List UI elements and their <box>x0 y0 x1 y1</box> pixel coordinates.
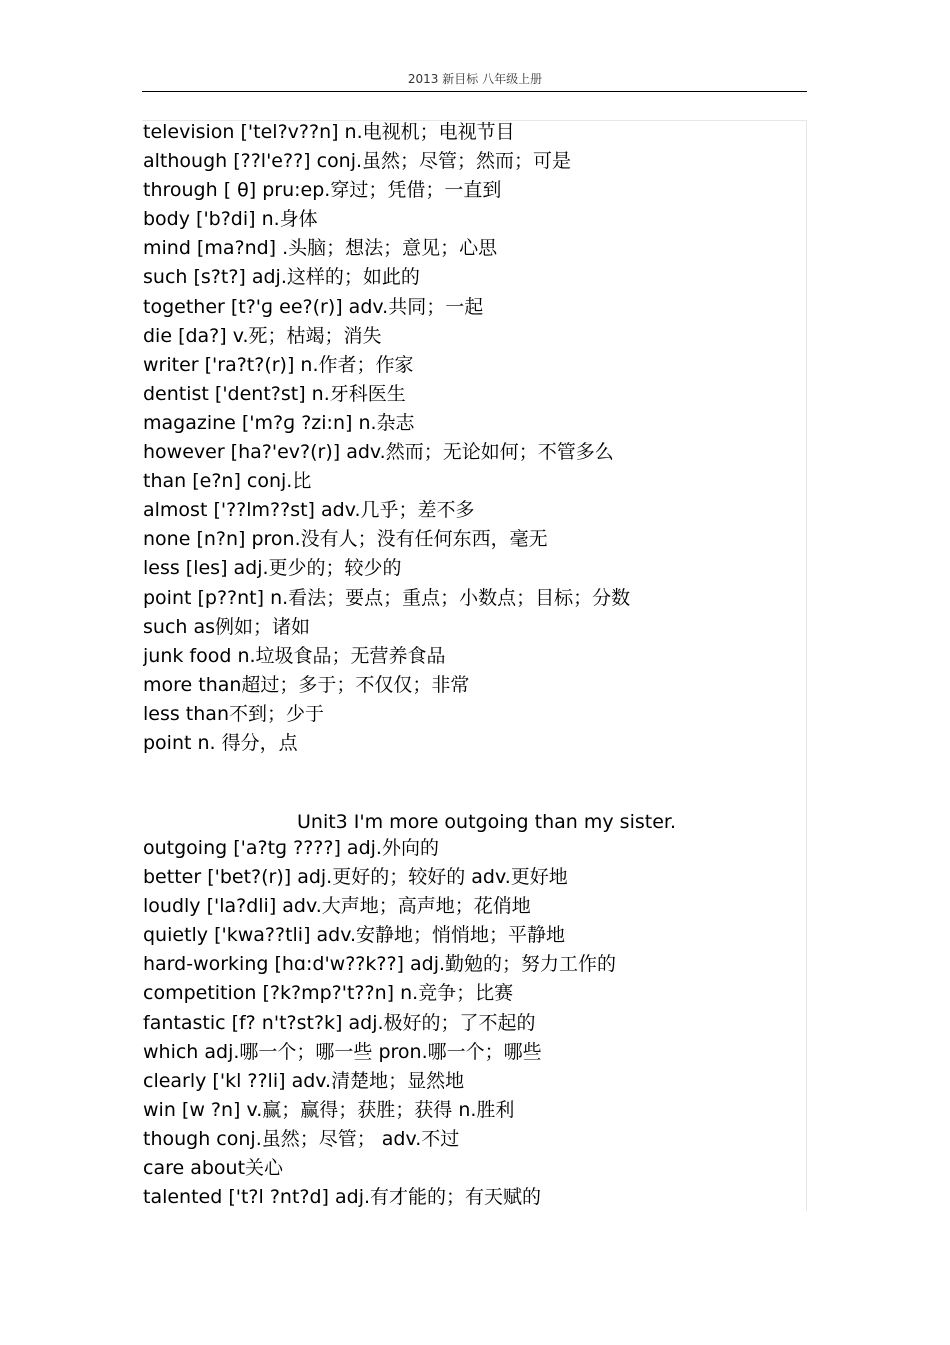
vocab-entry: die [da?] v.死；枯竭；消失 <box>143 324 382 347</box>
vocab-entry: though conj.虽然；尽管； adv.不过 <box>143 1127 460 1150</box>
vocab-entry: hard-working [hɑ:d'w??k??] adj.勤勉的；努力工作的 <box>143 953 617 976</box>
vocab-entry: quietly ['kwa??tli] adv.安静地；悄悄地；平静地 <box>143 924 566 947</box>
vocab-entry: together [t?'ɡ ee?(r)] adv.共同；一起 <box>143 295 484 318</box>
vocab-entry: point n. 得分，点 <box>143 731 298 754</box>
vocab-entry: clearly ['kl ??li] adv.清楚地；显然地 <box>143 1069 465 1092</box>
vocab-entry: television ['tel?v??n] n.电视机；电视节目 <box>143 121 515 143</box>
vocab-entry: such as例如；诸如 <box>143 615 311 638</box>
vocab-entry: point [p??nt] n.看法；要点；重点；小数点；目标；分数 <box>143 586 631 609</box>
vocab-entry: win [w ?n] v.赢；赢得；获胜；获得 n.胜利 <box>143 1098 515 1121</box>
vocab-entry: more than超过；多于；不仅仅；非常 <box>143 673 470 696</box>
vocab-entry: mind [ma?nd] .头脑；想法；意见；心思 <box>143 237 498 260</box>
vocab-entry: which adj.哪一个；哪一些 pron.哪一个；哪些 <box>143 1040 542 1063</box>
vocab-entry: magazine ['m?ɡ ?zi:n] n.杂志 <box>143 411 415 434</box>
page-header-title: 2013 新目标 八年级上册 <box>407 72 543 86</box>
vocab-entry: dentist ['dent?st] n.牙科医生 <box>143 382 406 405</box>
vocab-entry: than [e?n] conj.比 <box>143 470 312 493</box>
vocab-entry: less [les] adj.更少的；较少的 <box>143 557 402 580</box>
unit3-vocabulary-list <box>143 834 803 1212</box>
header-divider <box>142 91 807 92</box>
vocab-entry: body ['b?di] n.身体 <box>143 208 318 231</box>
vocab-entry: almost ['??lm??st] adv.几乎；差不多 <box>143 499 475 522</box>
vocab-entry: fantastic [f? n't?st?k] adj.极好的；了不起的 <box>143 1011 536 1034</box>
vocab-entry: although [??l'e??] conj.虽然；尽管；然而；可是 <box>143 150 572 173</box>
vocab-entry: loudly ['la?dli] adv.大声地；高声地；花俏地 <box>143 895 531 918</box>
vocab-entry: however [ha?'ev?(r)] adv.然而；无论如何；不管多么 <box>143 441 614 464</box>
vocab-entry: none [n?n] pron.没有人；没有任何东西，毫无 <box>143 528 548 551</box>
vocab-entry: such [s?t?] adj.这样的；如此的 <box>143 266 420 289</box>
unit3-heading: Unit3 I'm more outgoing than my sister. <box>297 811 676 833</box>
unit2-vocabulary-list <box>143 118 803 758</box>
vocab-entry: less than不到；少于 <box>143 702 324 725</box>
vocab-entry: care about关心 <box>143 1157 284 1180</box>
vocab-entry: competition [?k?mp?'t??n] n.竞争；比赛 <box>143 982 514 1005</box>
vocab-entry: junk food n.垃圾食品；无营养食品 <box>143 644 446 667</box>
vocab-entry: outgoing ['a?tɡ ????] adj.外向的 <box>143 837 439 859</box>
vocab-entry: through [ θ] pru:ep.穿过；凭借；一直到 <box>143 179 502 202</box>
vocab-entry: better ['bet?(r)] adj.更好的；较好的 adv.更好地 <box>143 866 568 889</box>
vocab-entry: talented ['t?l ?nt?d] adj.有才能的；有天赋的 <box>143 1186 542 1209</box>
vocab-entry: writer ['ra?t?(r)] n.作者；作家 <box>143 353 414 376</box>
